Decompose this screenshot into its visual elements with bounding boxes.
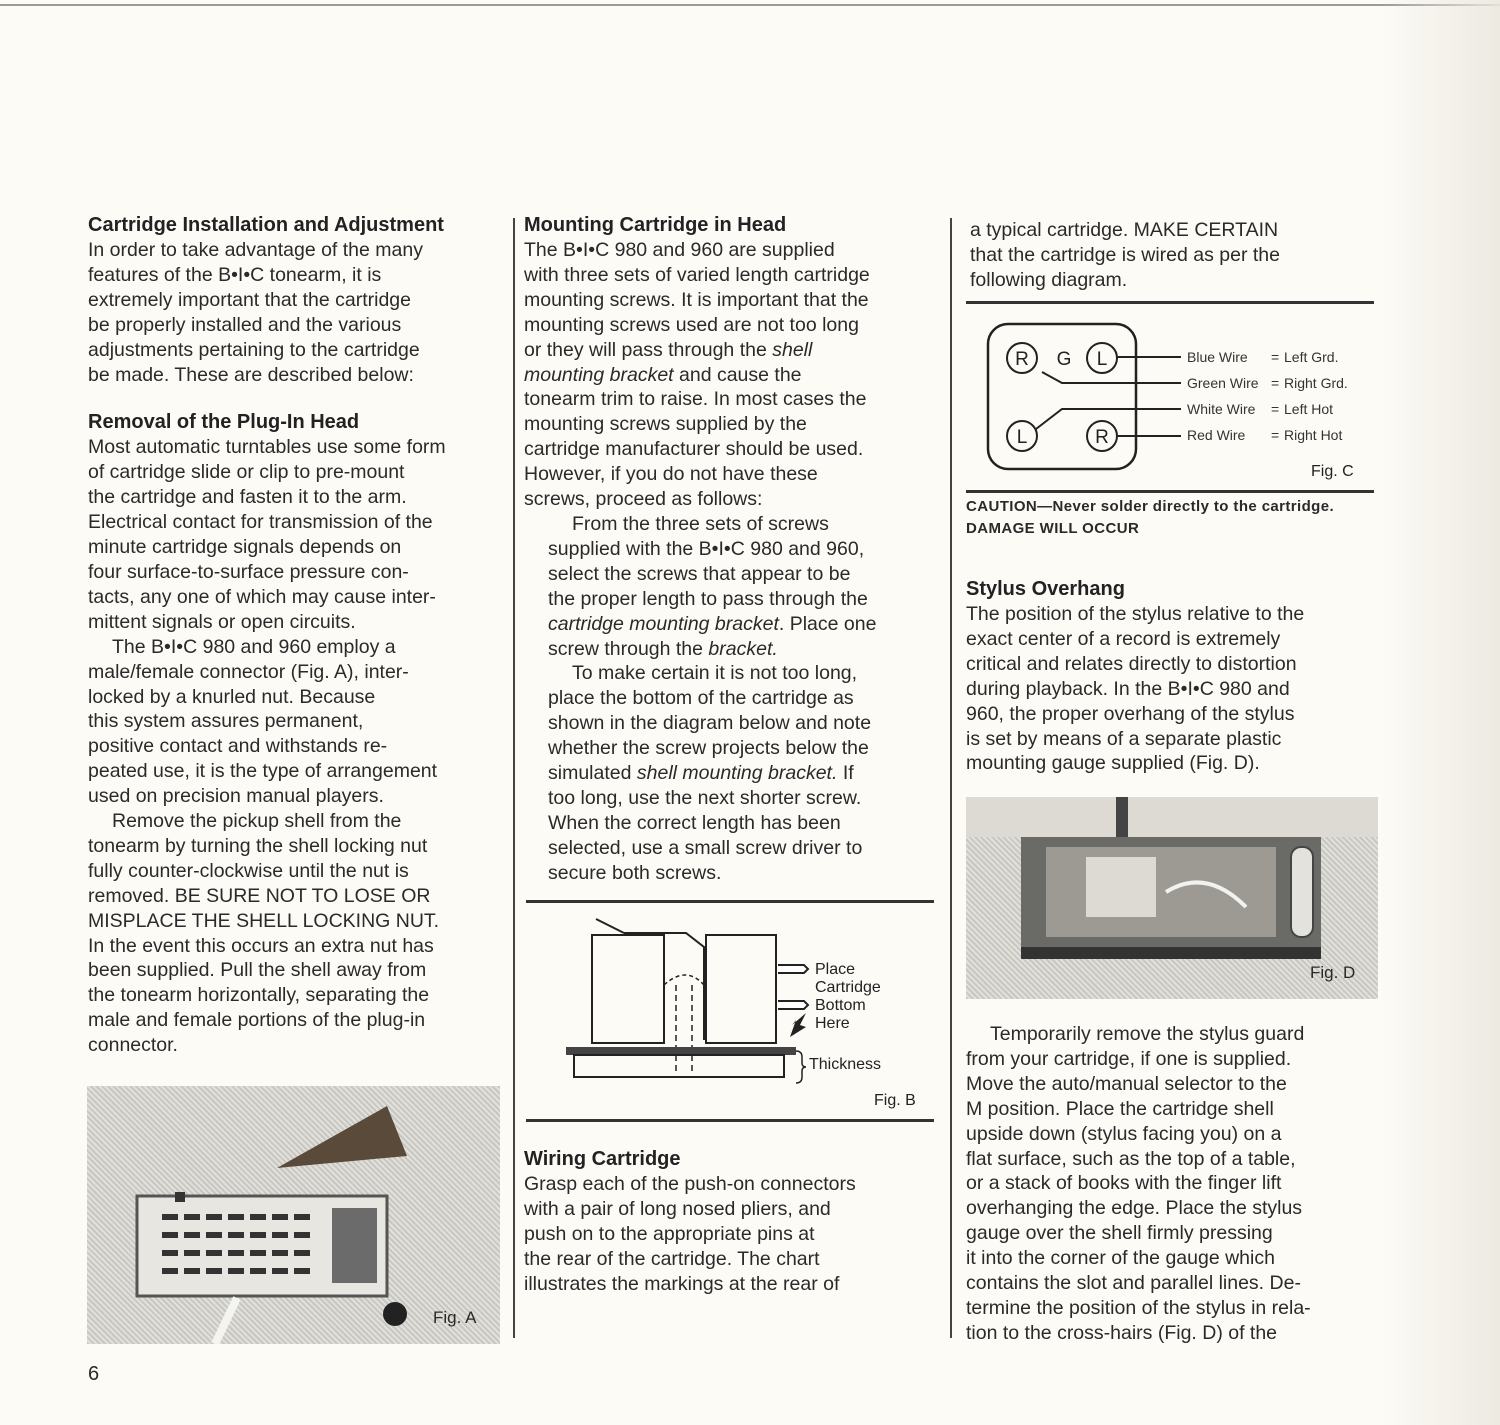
column-1 [88, 212, 498, 1058]
column-3-overhang [966, 576, 1376, 776]
column-divider-1 [513, 218, 515, 1338]
paragraph-procedure: Temporarily remove the stylus guard from your cartridge, if one is supplied. Move the auto/manual selector to the M position. Place the cartridge shell upside down (stylus facing you) on a flat surface, such as the top of a table, or a stack of books with the finger lift overhanging the edge. Place the stylus gauge over the shell firmly pressing it into the corner of the gauge which contains the slot and parallel lines. De- termine the position of the stylus in rela- tion to the cross-hairs (Fig. D) of the [966, 1023, 1311, 1344]
figure-d-label: Fig. D [1310, 963, 1356, 982]
fig-b-cartridge-label: Cartridge [815, 979, 881, 996]
column-2-wiring [524, 1146, 936, 1297]
column-3-procedure [966, 1022, 1376, 1346]
pin-l-top: L [1096, 349, 1108, 370]
figure-d-photo [966, 797, 1378, 999]
wire-red-eq: = [1271, 427, 1280, 443]
wire-white-meaning: Left Hot [1284, 401, 1334, 417]
heading-cartridge-installation: Cartridge Installation and Adjustment [88, 214, 444, 236]
fig-b-here-label: Here [815, 1015, 850, 1032]
figure-a-label: Fig. A [433, 1308, 477, 1327]
heading-mounting-cartridge: Mounting Cartridge in Head [524, 214, 787, 236]
caution-notice: CAUTION—Never solder directly to the cartridge. DAMAGE WILL OCCUR [966, 498, 1335, 537]
page-edge-shading [1380, 0, 1500, 1425]
column-3 [966, 218, 1376, 293]
fig-b-thickness-label: Thickness [809, 1056, 882, 1073]
wire-blue-eq: = [1271, 349, 1280, 365]
paragraph-removal-2: The B•I•C 980 and 960 employ a male/female connector (Fig. A), inter- locked by a knurled nut. Because this system assures permanent, positive contact and withstands re- peated use, it is the type of arrangement used on precision manual players. [88, 635, 438, 808]
paragraph-intro: In order to take advantage of the many features of the B•I•C tonearm, it is extremely important that the cartridge be properly installed and the various adjustments pertaining to the cartridge be made. These are described below: [88, 239, 423, 386]
paragraph-mounting-1: The B•I•C 980 and 960 are supplied with three sets of varied length cartridge mounting screws. It is important that the mounting screws used are not too long or they will pass through the shell mounting bracket and cause the tonearm trim to raise. In most cases the mounting screws supplied by the cartridge manufacturer should be used. However, if you do not have these screws, proceed as follows: [524, 239, 870, 511]
wire-white-eq: = [1271, 401, 1280, 417]
wire-green-eq: = [1271, 375, 1280, 391]
figure-b-diagram [526, 905, 936, 1120]
paragraph-removal-1: Most automatic turntables use some form of cartridge slide or clip to pre-mount the cartridge and fasten it to the arm. Electrical contact for transmission of the minute cartridge signals depends on four surface-to-surface pressure con- tacts, any one of which may cause inter- mittent signals or open circuits. [88, 436, 446, 633]
wire-green: Green Wire [1187, 375, 1259, 391]
column-divider-2 [950, 218, 952, 1338]
wire-red-meaning: Right Hot [1284, 427, 1343, 443]
column-3-caution [966, 496, 1376, 540]
wire-red: Red Wire [1187, 427, 1246, 443]
figure-c-wiring-diagram [966, 306, 1376, 491]
heading-wiring-cartridge: Wiring Cartridge [524, 1148, 681, 1170]
fig-c-bottom-rule [966, 490, 1374, 493]
paragraph-wiring-continued: a typical cartridge. MAKE CERTAIN that the cartridge is wired as per the following diagram. [970, 219, 1280, 291]
wire-white: White Wire [1187, 401, 1256, 417]
paragraph-removal-3: Remove the pickup shell from the tonearm by turning the shell locking nut fully counter-clockwise until the nut is removed. BE SURE NOT TO LOSE OR MISPLACE THE SHELL LOCKING NUT. In the event this occurs an extra nut has been supplied. Pull the shell away from the tonearm horizontally, separating the male and female portions of the plug-in connector. [88, 810, 440, 1057]
paragraph-wiring: Grasp each of the push-on connectors with a pair of long nosed pliers, and push on to the appropriate pins at the rear of the cartridge. The chart illustrates the markings at the rear of [524, 1173, 856, 1295]
fig-b-top-rule [526, 900, 934, 903]
fig-c-top-rule [966, 301, 1374, 304]
pin-r-bottom: R [1095, 427, 1109, 448]
indented-steps [524, 512, 936, 886]
fig-b-bottom-rule [526, 1119, 934, 1122]
heading-removal-plug-in-head: Removal of the Plug-In Head [88, 411, 360, 434]
paragraph-stylus-overhang: The position of the stylus relative to the exact center of a record is extremely critical and relates directly to distortion during playback. In the B•I•C 980 and 960, the proper overhang of the stylus is set by means of a separate plastic mounting gauge supplied (Fig. D). [966, 603, 1305, 775]
figure-a-illustration [87, 1086, 500, 1344]
figure-a-photo [87, 1086, 500, 1344]
paragraph-mounting-2: From the three sets of screws supplied with the B•I•C 980 and 960, select the screws that appear to be the proper length to pass through the cartridge mounting bracket. Place one screw through the bracket. [548, 512, 877, 660]
fig-b-bottom-label: Bottom [815, 997, 866, 1014]
column-2 [524, 212, 936, 886]
wire-blue: Blue Wire [1187, 349, 1248, 365]
pin-l-bottom: L [1016, 427, 1028, 448]
paragraph-mounting-3: To make certain it is not too long, place the bottom of the cartridge as shown in the diagram below and note whether the screw projects below the simulated shell mounting bracket. If too long, use the next shorter screw. When the correct length has been selected, use a small screw driver to secure both screws. [548, 662, 872, 884]
wire-blue-meaning: Left Grd. [1284, 349, 1339, 365]
pin-g: G [1056, 349, 1072, 370]
top-edge-line [0, 4, 1500, 6]
pin-r-top: R [1015, 349, 1029, 370]
page-number: 6 [88, 1363, 100, 1385]
heading-stylus-overhang: Stylus Overhang [966, 578, 1125, 600]
fig-b-place-label: Place [815, 961, 856, 978]
figure-c-label: Fig. C [1311, 463, 1354, 480]
fig-b-label: Fig. B [874, 1092, 916, 1109]
wire-green-meaning: Right Grd. [1284, 375, 1348, 391]
